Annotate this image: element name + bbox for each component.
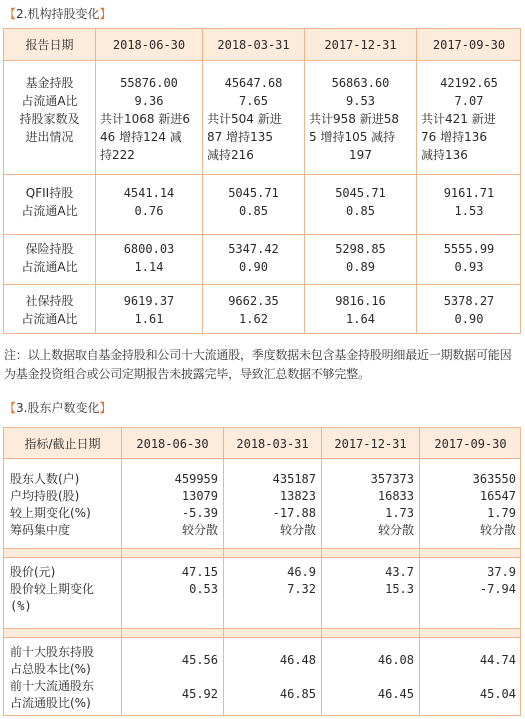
fund-flow-4-line-3: 减持136	[421, 148, 468, 162]
header-date-3: 2017-12-31	[324, 38, 397, 52]
fund-holdings-4: 42192.65	[440, 76, 498, 90]
fund-flow-4-line-2: 76 增持136	[421, 130, 487, 144]
social-ratio-1: 1.61	[134, 312, 164, 326]
fund-flow-3-line-3: 197	[349, 148, 372, 162]
fund-holdings-1: 55876.00	[120, 76, 178, 90]
header-date-1: 2018-06-30	[112, 38, 186, 52]
shareholder-count-1: 459959	[174, 472, 218, 486]
top10-float-ratio-4: 45.04	[479, 687, 516, 701]
share-price-3: 43.7	[385, 565, 414, 579]
label-price-change-unit: (%)	[10, 599, 32, 613]
insurance-holdings-3: 5298.85	[335, 242, 386, 256]
avg-holding-2: 13823	[279, 489, 316, 503]
qfii-ratio-4: 1.53	[454, 204, 484, 218]
social-ratio-2: 1.62	[239, 312, 268, 326]
qfii-holdings-2: 5045.71	[228, 186, 279, 200]
fund-flow-3-line-1: 共计958 新进58	[309, 112, 399, 126]
label-fund-flows: 进出情况	[25, 130, 74, 144]
concentration-2: 较分散	[279, 523, 316, 537]
top10-float-ratio-1: 45.92	[181, 687, 218, 701]
label-share-price: 股价(元)	[10, 565, 56, 579]
share-price-1: 47.15	[181, 565, 218, 579]
label-social-ratio: 占流通A比	[21, 312, 78, 326]
price-change-4: -7.94	[479, 582, 516, 596]
social-ratio-3: 1.64	[346, 312, 375, 326]
institutional-holdings-table	[3, 28, 521, 334]
insurance-ratio-2: 0.90	[239, 260, 268, 274]
social-holdings-1: 9619.37	[123, 294, 175, 308]
avg-holding-1: 13079	[181, 489, 218, 503]
shareholder-count-table	[3, 427, 521, 716]
header-report-date: 报告日期	[25, 38, 74, 52]
insurance-ratio-4: 0.93	[454, 260, 484, 274]
change-vs-prior-4: 1.79	[487, 506, 516, 520]
concentration-4: 较分散	[479, 523, 516, 537]
fund-ratio-1: 9.36	[134, 94, 164, 108]
title-bracket-close: 】	[99, 7, 112, 21]
qfii-ratio-1: 0.76	[134, 204, 164, 218]
section-3-title-text: 3.股东户数变化	[16, 401, 100, 415]
qfii-ratio-3: 0.85	[346, 204, 375, 218]
header-date-4: 2017-09-30	[434, 437, 507, 451]
row-separator-band	[4, 548, 520, 558]
label-top10-float-ratio: 占流通股比(%)	[10, 696, 91, 710]
fund-ratio-4: 7.07	[454, 94, 484, 108]
insurance-ratio-1: 1.14	[134, 260, 164, 274]
fund-holdings-2: 45647.68	[224, 76, 283, 90]
data-source-note: 注：以上数据取自基金持股和公司十大流通股，季度数据未包含基金持股明细最近一期数据可能因为基金投资组合或公司定期报告未披露完毕，导致汇总数据不够完整。	[4, 348, 512, 381]
label-fund-ratio: 占流通A比	[21, 94, 78, 108]
insurance-holdings-2: 5347.42	[228, 242, 279, 256]
fund-ratio-3: 9.53	[346, 94, 375, 108]
label-shareholder-count: 股东人数(户)	[10, 472, 80, 486]
header-date-4: 2017-09-30	[432, 38, 506, 52]
share-price-2: 46.9	[287, 565, 316, 579]
label-insurance-holdings: 保险持股	[25, 242, 74, 256]
label-change-vs-prior: 较上期变化(%)	[10, 506, 91, 520]
social-holdings-3: 9816.16	[335, 294, 386, 308]
fund-flow-3-line-2: 5 增持105 减持	[309, 130, 396, 144]
top10-holders-ratio-4: 44.74	[479, 653, 516, 667]
top10-float-ratio-2: 46.85	[279, 687, 316, 701]
change-vs-prior-3: 1.73	[385, 506, 414, 520]
header-date-2: 2018-03-31	[236, 437, 309, 451]
price-change-1: 0.53	[189, 582, 218, 596]
price-change-3: 15.3	[385, 582, 414, 596]
fund-flow-1-line-3: 持222	[100, 148, 135, 162]
fund-flow-2-line-3: 减持216	[207, 148, 254, 162]
fund-flow-2-line-2: 87 增持135	[207, 130, 273, 144]
change-vs-prior-2: -17.88	[272, 506, 316, 520]
title-bracket-open: 【	[4, 401, 17, 415]
label-social-holdings: 社保持股	[25, 294, 74, 308]
share-price-4: 37.9	[487, 565, 516, 579]
label-fund-holdings: 基金持股	[25, 76, 74, 90]
section-2-title-text: 2.机构持股变化	[16, 7, 100, 21]
top10-holders-ratio-3: 46.08	[377, 653, 414, 667]
fund-flow-2-line-1: 共计504 新进	[207, 112, 282, 126]
top10-holders-ratio-2: 46.48	[279, 653, 316, 667]
label-qfii-ratio: 占流通A比	[21, 204, 78, 218]
fund-flow-4-line-1: 共计421 新进	[421, 112, 496, 126]
fund-holdings-3: 56863.60	[331, 76, 390, 90]
insurance-holdings-1: 6800.03	[123, 242, 175, 256]
concentration-1: 较分散	[181, 523, 218, 537]
avg-holding-3: 16833	[377, 489, 414, 503]
fund-ratio-2: 7.65	[239, 94, 268, 108]
social-ratio-4: 0.90	[454, 312, 484, 326]
top10-holders-ratio-1: 45.56	[181, 653, 218, 667]
label-top10-holders-ratio: 占总股本比(%)	[10, 662, 91, 676]
qfii-holdings-1: 4541.14	[123, 186, 175, 200]
social-holdings-4: 5378.27	[443, 294, 495, 308]
label-top10-float-holders: 前十大流通股东	[10, 679, 95, 693]
label-top10-holders: 前十大股东持股	[10, 645, 95, 659]
shareholder-count-4: 363550	[472, 472, 516, 486]
section-2-title	[4, 4, 111, 24]
fund-flow-1-line-2: 46 增持124 减	[100, 130, 182, 144]
title-bracket-close: 】	[99, 401, 112, 415]
qfii-ratio-2: 0.85	[239, 204, 268, 218]
change-vs-prior-1: -5.39	[181, 506, 218, 520]
title-bracket-open: 【	[4, 7, 17, 21]
fund-flow-1-line-1: 共计1068 新进6	[100, 112, 190, 126]
row-separator-band	[4, 628, 520, 638]
shareholder-count-2: 435187	[272, 472, 316, 486]
insurance-ratio-3: 0.89	[346, 260, 375, 274]
insurance-holdings-4: 5555.99	[443, 242, 495, 256]
price-change-2: 7.32	[287, 582, 316, 596]
label-concentration: 筹码集中度	[10, 523, 71, 537]
concentration-3: 较分散	[377, 523, 414, 537]
header-date-1: 2018-06-30	[136, 437, 209, 451]
header-date-3: 2017-12-31	[334, 437, 407, 451]
shareholder-count-3: 357373	[370, 472, 414, 486]
qfii-holdings-3: 5045.71	[335, 186, 386, 200]
label-price-change: 股价较上期变化	[10, 582, 95, 596]
label-qfii-holdings: QFII持股	[25, 186, 74, 200]
label-insurance-ratio: 占流通A比	[21, 260, 78, 274]
label-avg-holding: 户均持股(股)	[10, 489, 80, 503]
header-indicator: 指标/截止日期	[24, 437, 101, 451]
label-fund-count: 持股家数及	[19, 112, 80, 126]
avg-holding-4: 16547	[479, 489, 516, 503]
social-holdings-2: 9662.35	[228, 294, 279, 308]
top10-float-ratio-3: 46.45	[377, 687, 414, 701]
qfii-holdings-4: 9161.71	[443, 186, 495, 200]
section-3-title	[4, 398, 111, 418]
header-date-2: 2018-03-31	[217, 38, 290, 52]
